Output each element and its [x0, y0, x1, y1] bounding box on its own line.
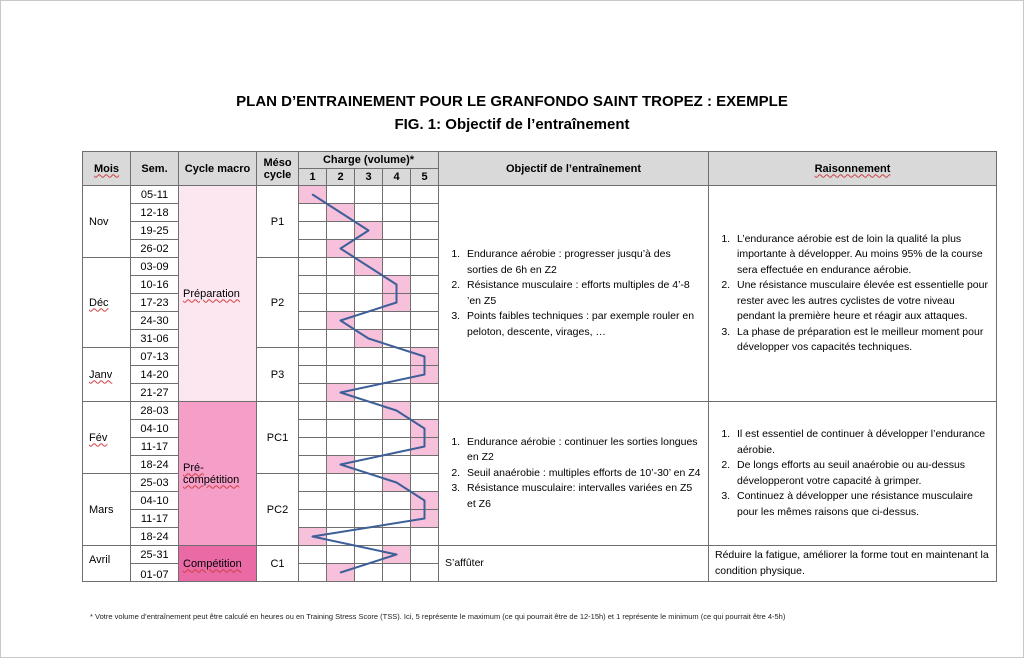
- objective-item: 2. Seuil anaérobie : multiples efforts de 10’-30’ en Z4: [463, 466, 702, 482]
- charge-cell: [299, 204, 327, 222]
- training-plan-table: [82, 151, 997, 582]
- charge-cell: [327, 438, 355, 456]
- header-mois: Mois: [83, 152, 131, 186]
- charge-cell: [411, 258, 439, 276]
- charge-cell: [327, 330, 355, 348]
- charge-cell: [355, 492, 383, 510]
- objective-text: S’affûter: [445, 556, 484, 569]
- objective-item: 3. Points faibles techniques : par exemple rouler en peloton, descente, virages, …: [463, 309, 702, 340]
- charge-cell: [411, 222, 439, 240]
- reasoning-list: [715, 232, 990, 356]
- week-cell: 07-13: [131, 348, 179, 366]
- week-cell: 31-06: [131, 330, 179, 348]
- table-row: [83, 546, 997, 564]
- charge-cell: [355, 456, 383, 474]
- month-cell: [83, 474, 131, 546]
- charge-level-1: 1: [299, 169, 327, 186]
- charge-cell: [383, 366, 411, 384]
- charge-cell: [299, 222, 327, 240]
- month-label: Mars: [89, 503, 114, 516]
- charge-cell: [355, 294, 383, 312]
- charge-cell: [327, 420, 355, 438]
- month-label: Avril: [89, 554, 111, 566]
- objective-item: 3. Résistance musculaire: intervalles variées en Z5 et Z6: [463, 481, 702, 512]
- week-cell: 01-07: [131, 564, 179, 582]
- charge-cell: [411, 420, 439, 438]
- macro-cycle-label: Préparation: [183, 287, 240, 300]
- month-label: Janv: [89, 368, 113, 381]
- charge-cell: [411, 240, 439, 258]
- charge-cell: [299, 438, 327, 456]
- charge-cell: [355, 474, 383, 492]
- week-cell: 19-25: [131, 222, 179, 240]
- month-label: Nov: [89, 215, 109, 228]
- charge-cell: [299, 546, 327, 564]
- charge-cell: [411, 366, 439, 384]
- header-meso-cycle: Méso cycle: [257, 152, 299, 186]
- charge-cell: [383, 276, 411, 294]
- charge-cell: [383, 492, 411, 510]
- charge-cell: [355, 222, 383, 240]
- macro-cycle-cell: [179, 186, 257, 402]
- reasoning-cell: [709, 402, 997, 546]
- charge-level-3: 3: [355, 169, 383, 186]
- meso-cycle-cell: P1: [257, 186, 299, 258]
- objective-list: [445, 247, 702, 340]
- charge-cell: [299, 474, 327, 492]
- charge-cell: [355, 276, 383, 294]
- objective-cell: [439, 546, 709, 582]
- charge-cell: [327, 222, 355, 240]
- charge-cell: [411, 528, 439, 546]
- objective-cell: [439, 402, 709, 546]
- charge-cell: [299, 258, 327, 276]
- charge-cell: [411, 330, 439, 348]
- macro-cycle-label: Compétition: [183, 557, 242, 570]
- month-label: Fév: [89, 431, 108, 444]
- week-cell: 03-09: [131, 258, 179, 276]
- charge-cell: [411, 186, 439, 204]
- charge-cell: [299, 492, 327, 510]
- charge-cell: [383, 510, 411, 528]
- charge-cell: [383, 204, 411, 222]
- header-objectif: Objectif de l’entraînement: [439, 152, 709, 186]
- charge-cell: [299, 294, 327, 312]
- meso-cycle-cell: PC1: [257, 402, 299, 474]
- charge-level-4: 4: [383, 169, 411, 186]
- charge-cell: [327, 384, 355, 402]
- week-cell: 14-20: [131, 366, 179, 384]
- week-cell: 18-24: [131, 528, 179, 546]
- meso-cycle-cell: C1: [257, 546, 299, 582]
- charge-cell: [383, 222, 411, 240]
- charge-cell: [383, 186, 411, 204]
- charge-cell: [299, 510, 327, 528]
- charge-cell: [383, 528, 411, 546]
- reasoning-list: [715, 427, 990, 520]
- charge-cell: [355, 402, 383, 420]
- reasoning-item: 2. De longs efforts au seuil anaérobie ou au-dessus développeront votre capacité à grimper.: [733, 458, 990, 489]
- meso-cycle-cell: P2: [257, 258, 299, 348]
- charge-cell: [383, 294, 411, 312]
- reasoning-item: 3. Continuez à développer une résistance musculaire pour les mêmes raisons que ci-dessus.: [733, 489, 990, 520]
- week-cell: 04-10: [131, 492, 179, 510]
- charge-cell: [383, 546, 411, 564]
- charge-cell: [327, 312, 355, 330]
- charge-cell: [327, 402, 355, 420]
- charge-cell: [383, 420, 411, 438]
- charge-cell: [327, 528, 355, 546]
- week-cell: 24-30: [131, 312, 179, 330]
- week-cell: 25-31: [131, 546, 179, 564]
- charge-cell: [411, 438, 439, 456]
- header-sem: Sem.: [131, 152, 179, 186]
- charge-cell: [383, 564, 411, 582]
- charge-cell: [355, 528, 383, 546]
- month-cell: [83, 402, 131, 474]
- charge-cell: [383, 456, 411, 474]
- charge-cell: [299, 528, 327, 546]
- objective-item: 2. Résistance musculaire : efforts multiples de 4’-8 ’en Z5: [463, 278, 702, 309]
- reasoning-item: 2. Une résistance musculaire élevée est essentielle pour rester avec les autres cyclistes de votre niveau pendant la première heure et réagir aux attaques.: [733, 278, 990, 325]
- charge-cell: [327, 276, 355, 294]
- charge-cell: [327, 240, 355, 258]
- charge-cell: [383, 312, 411, 330]
- charge-cell: [299, 456, 327, 474]
- charge-cell: [299, 330, 327, 348]
- week-cell: 17-23: [131, 294, 179, 312]
- table-row: [83, 402, 997, 420]
- charge-cell: [299, 384, 327, 402]
- charge-cell: [355, 546, 383, 564]
- charge-cell: [299, 564, 327, 582]
- reasoning-item: 1. Il est essentiel de continuer à développer l’endurance aérobie.: [733, 427, 990, 458]
- charge-cell: [355, 438, 383, 456]
- charge-level-2: 2: [327, 169, 355, 186]
- charge-cell: [411, 564, 439, 582]
- week-cell: 11-17: [131, 438, 179, 456]
- charge-cell: [411, 276, 439, 294]
- charge-cell: [383, 240, 411, 258]
- charge-cell: [355, 240, 383, 258]
- charge-cell: [355, 186, 383, 204]
- week-cell: 04-10: [131, 420, 179, 438]
- macro-cycle-label: Pré-compétition: [183, 461, 240, 486]
- objective-item: 1. Endurance aérobie : progresser jusqu’à des sorties de 6h en Z2: [463, 247, 702, 278]
- charge-cell: [327, 348, 355, 366]
- header-charge: Charge (volume)*: [299, 152, 439, 169]
- charge-cell: [355, 348, 383, 366]
- week-cell: 12-18: [131, 204, 179, 222]
- macro-cycle-cell: [179, 402, 257, 546]
- charge-cell: [355, 420, 383, 438]
- charge-cell: [299, 276, 327, 294]
- charge-cell: [411, 312, 439, 330]
- charge-cell: [355, 312, 383, 330]
- charge-cell: [327, 204, 355, 222]
- reasoning-text: Réduire la fatigue, améliorer la forme tout en maintenant la condition physique.: [715, 549, 989, 577]
- week-cell: 11-17: [131, 510, 179, 528]
- reasoning-item: 1. L’endurance aérobie est de loin la qualité la plus importante à développer. Au moins 95% de la course sera effectuée en endurance aérobie.: [733, 232, 990, 279]
- charge-cell: [411, 348, 439, 366]
- charge-cell: [355, 258, 383, 276]
- month-cell: [83, 546, 131, 582]
- charge-level-5: 5: [411, 169, 439, 186]
- charge-cell: [299, 366, 327, 384]
- charge-cell: [355, 384, 383, 402]
- charge-cell: [411, 510, 439, 528]
- objective-item: 1. Endurance aérobie : continuer les sorties longues en Z2: [463, 435, 702, 466]
- charge-cell: [383, 474, 411, 492]
- charge-cell: [299, 312, 327, 330]
- meso-cycle-cell: PC2: [257, 474, 299, 546]
- month-cell: [83, 258, 131, 348]
- charge-cell: [299, 240, 327, 258]
- charge-cell: [355, 366, 383, 384]
- charge-cell: [299, 402, 327, 420]
- reasoning-cell: [709, 186, 997, 402]
- charge-cell: [299, 420, 327, 438]
- charge-cell: [383, 258, 411, 276]
- month-label: Déc: [89, 296, 109, 309]
- charge-cell: [327, 474, 355, 492]
- charge-cell: [327, 492, 355, 510]
- macro-cycle-cell: [179, 546, 257, 582]
- charge-cell: [383, 330, 411, 348]
- charge-cell: [411, 474, 439, 492]
- charge-cell: [355, 204, 383, 222]
- charge-cell: [383, 384, 411, 402]
- charge-cell: [411, 546, 439, 564]
- charge-cell: [355, 510, 383, 528]
- charge-cell: [411, 294, 439, 312]
- charge-cell: [355, 564, 383, 582]
- charge-cell: [327, 510, 355, 528]
- figure-title: FIG. 1: Objectif de l’entraînement: [394, 116, 630, 133]
- month-cell: [83, 348, 131, 402]
- header-raisonnement: Raisonnement: [709, 152, 997, 186]
- charge-cell: [383, 438, 411, 456]
- header-cycle-macro: Cycle macro: [179, 152, 257, 186]
- footnote: * Votre volume d’entraînement peut être calculé en heures ou en Training Stress Score (TSS). Ici, 5 représente le maximum (ce qui pourrait être de 12-15h) et 1 représente le minimum (ce qui pourrait être 4-5h): [90, 612, 786, 621]
- week-cell: 05-11: [131, 186, 179, 204]
- table-row: [83, 186, 997, 204]
- charge-cell: [327, 546, 355, 564]
- charge-cell: [411, 384, 439, 402]
- charge-cell: [411, 402, 439, 420]
- week-cell: 21-27: [131, 384, 179, 402]
- meso-cycle-cell: P3: [257, 348, 299, 402]
- charge-cell: [327, 186, 355, 204]
- week-cell: 25-03: [131, 474, 179, 492]
- objective-cell: [439, 186, 709, 402]
- charge-cell: [327, 294, 355, 312]
- charge-cell: [411, 204, 439, 222]
- charge-cell: [327, 564, 355, 582]
- charge-cell: [411, 456, 439, 474]
- week-cell: 28-03: [131, 402, 179, 420]
- week-cell: 18-24: [131, 456, 179, 474]
- month-cell: [83, 186, 131, 258]
- charge-cell: [299, 186, 327, 204]
- charge-cell: [299, 348, 327, 366]
- charge-cell: [383, 402, 411, 420]
- week-cell: 10-16: [131, 276, 179, 294]
- reasoning-cell: [709, 546, 997, 582]
- charge-cell: [327, 456, 355, 474]
- charge-cell: [327, 258, 355, 276]
- objective-list: [445, 435, 702, 513]
- charge-cell: [383, 348, 411, 366]
- charge-cell: [355, 330, 383, 348]
- charge-cell: [411, 492, 439, 510]
- charge-cell: [327, 366, 355, 384]
- reasoning-item: 3. La phase de préparation est le meilleur moment pour développer vos capacités techniques.: [733, 325, 990, 356]
- page-title: PLAN D’ENTRAINEMENT POUR LE GRANFONDO SAINT TROPEZ : EXEMPLE: [236, 93, 788, 110]
- week-cell: 26-02: [131, 240, 179, 258]
